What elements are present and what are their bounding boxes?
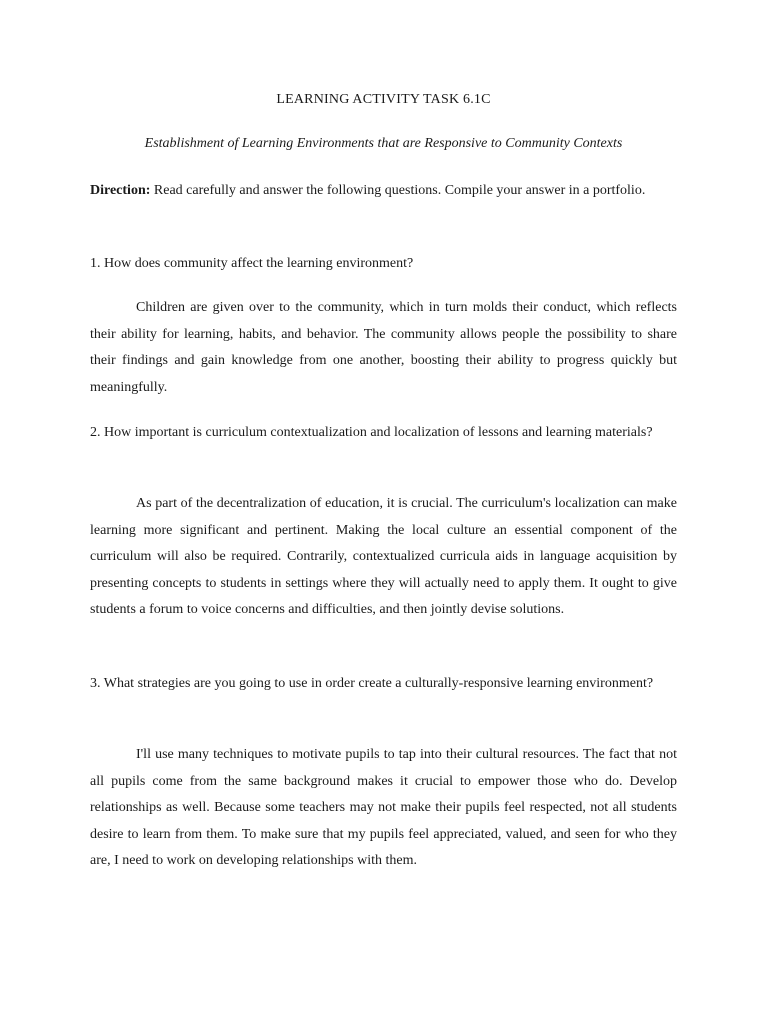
answer-1: Children are given over to the community, which in turn molds their conduct, which reflects their ability for learning, habits, and behavior. The community allows people the possibility to share their findings and gain knowledge from one another, boosting their ability to progress quickly but meaningfully. bbox=[90, 300, 677, 395]
page-title: LEARNING ACTIVITY TASK 6.1C bbox=[276, 92, 491, 107]
answer-2: As part of the decentralization of education, it is crucial. The curriculum's localization can make learning more significant and pertinent. Making the local culture an essential component of the curriculum will also be required. Contrarily, contextualized curricula aids in language acquisition by presenting concepts to students in settings where they will actually need to apply them. It ought to give students a forum to voice concerns and difficulties, and then jointly devise solutions. bbox=[90, 496, 677, 617]
question-2: 2. How important is curriculum contextualization and localization of lessons and learning materials? bbox=[90, 425, 653, 440]
page-subtitle: Establishment of Learning Environments that are Responsive to Community Contexts bbox=[144, 136, 623, 151]
direction-text: Read carefully and answer the following questions. Compile your answer in a portfolio. bbox=[150, 183, 646, 198]
direction-label: Direction: bbox=[90, 183, 151, 198]
direction-paragraph bbox=[90, 178, 677, 205]
question-3: 3. What strategies are you going to use in order create a culturally-responsive learning environment? bbox=[90, 676, 654, 691]
question-1: 1. How does community affect the learning environment? bbox=[90, 256, 414, 271]
answer-3: I'll use many techniques to motivate pupils to tap into their cultural resources. The fact that not all pupils come from the same background makes it crucial to empower those who do. Develop relationships as well. Because some teachers may not make their pupils feel respected, not all students desire to learn from them. To make sure that my pupils feel appreciated, valued, and seen for who they are, I need to work on developing relationships with them. bbox=[90, 747, 677, 868]
